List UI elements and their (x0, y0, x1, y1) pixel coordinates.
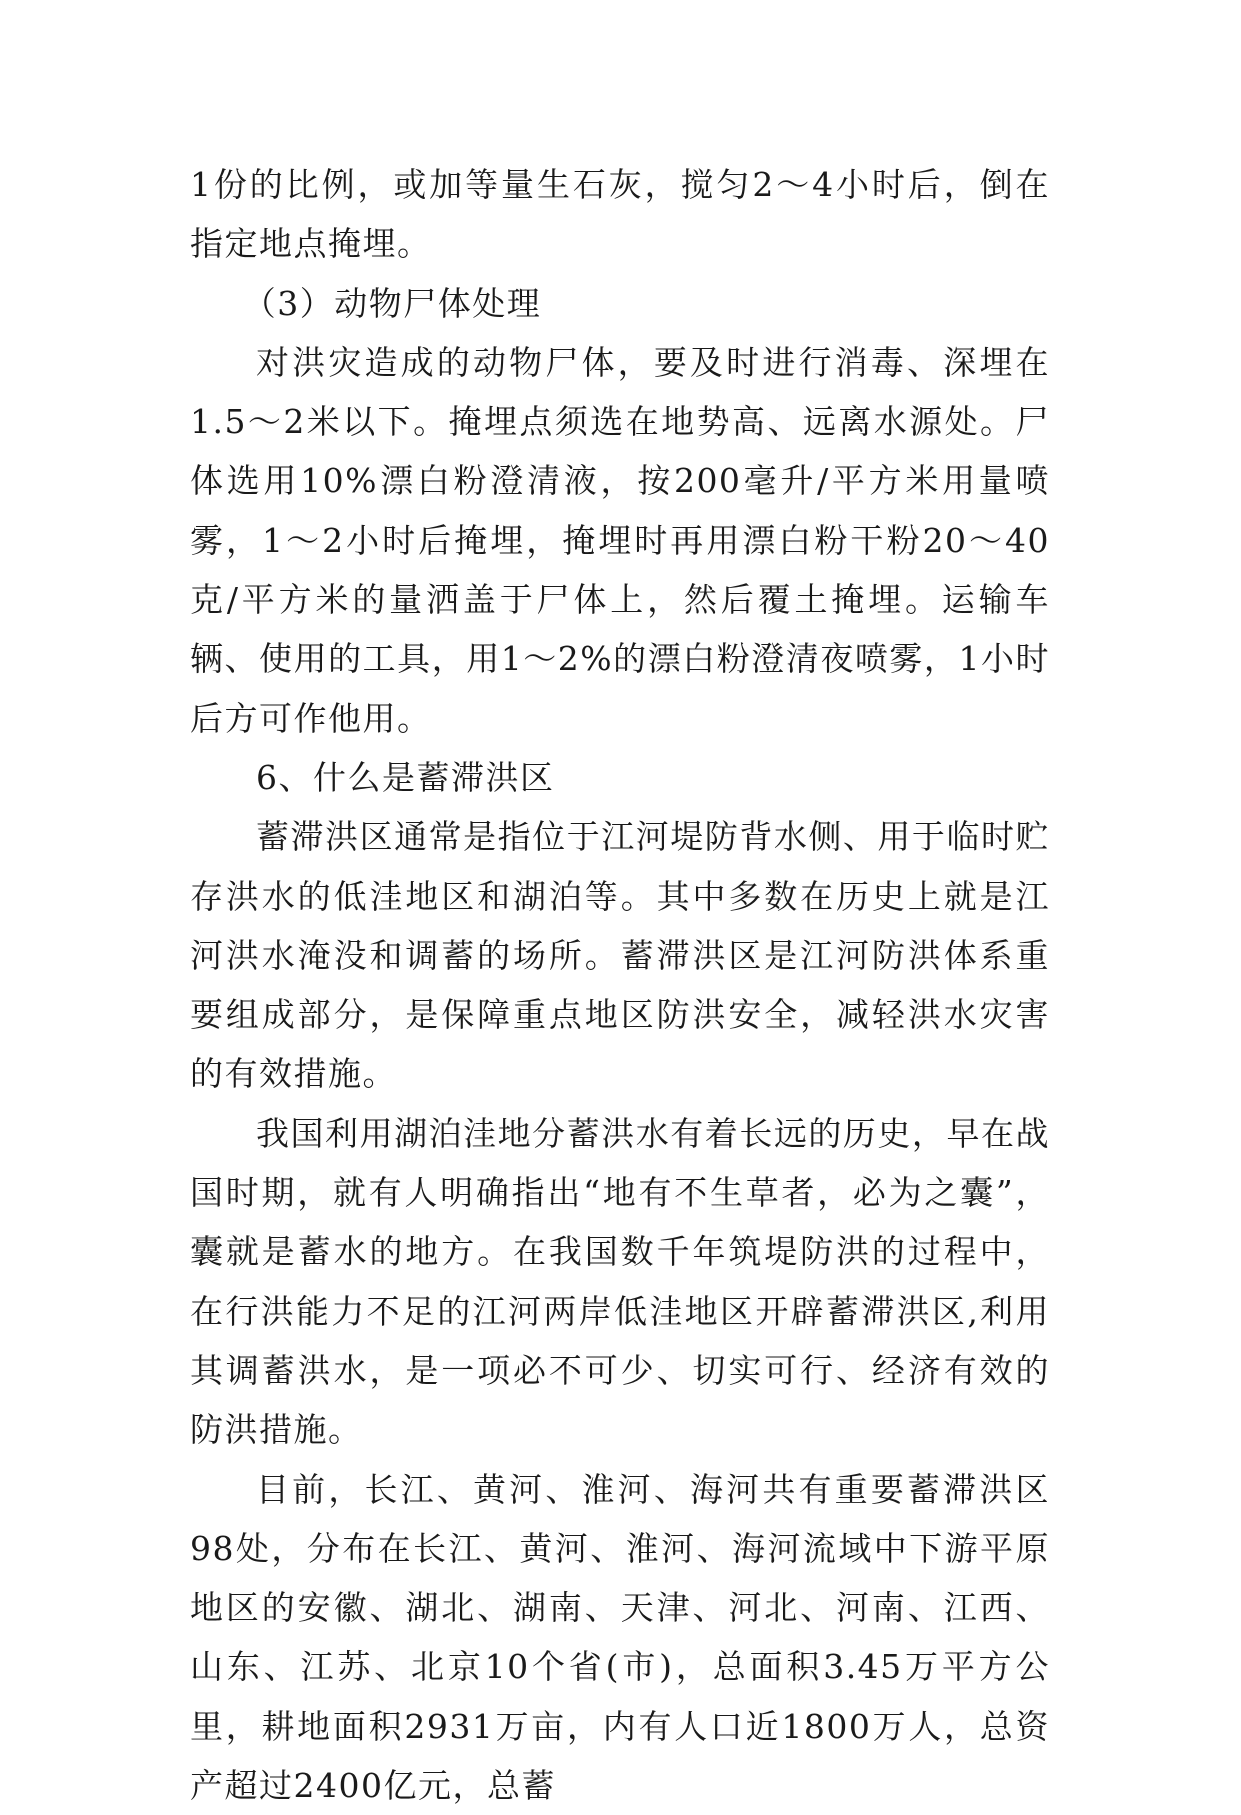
paragraph-history: 我国利用湖泊洼地分蓄洪水有着长远的历史，早在战国时期，就有人明确指出“地有不生草者，必为之囊”，囊就是蓄水的地方。在我国数千年筑堤防洪的过程中，在行洪能力不足的江河两岸低洼地区开辟蓄滞洪区,利用其调蓄洪水，是一项必不可少、切实可行、经济有效的防洪措施。 (190, 1113, 1050, 1450)
paragraph-disinfection-continued: 1份的比例，或加等量生石灰，搅匀2～4小时后，倒在指定地点掩埋。 (190, 165, 1050, 264)
document-body (190, 155, 1050, 1815)
subheading-animal-carcass: （3）动物尸体处理 (242, 283, 542, 323)
paragraph-definition: 蓄滞洪区通常是指位于江河堤防背水侧、用于临时贮存洪水的低洼地区和湖泊等。其中多数在历史上就是江河洪水淹没和调蓄的场所。蓄滞洪区是江河防洪体系重要组成部分，是保障重点地区防洪安全，减轻洪水灾害的有效措施。 (190, 817, 1050, 1094)
paragraph-statistics: 目前，长江、黄河、淮河、海河共有重要蓄滞洪区98处，分布在长江、黄河、淮河、海河流域中下游平原地区的安徽、湖北、湖南、天津、河北、河南、江西、山东、江苏、北京10个省(市)，总面积3.45万平方公里，耕地面积2931万亩，内有人口近1800万人，总资产超过2400亿元，总蓄 (190, 1469, 1050, 1806)
paragraph-animal-carcass: 对洪灾造成的动物尸体，要及时进行消毒、深埋在1.5～2米以下。掩埋点须选在地势高、远离水源处。尸体选用10%漂白粉澄清液，按200毫升/平方米用量喷雾，1～2小时后掩埋，掩埋时再用漂白粉干粉20～40克/平方米的量洒盖于尸体上，然后覆土掩埋。运输车辆、使用的工具，用1～2%的漂白粉澄清夜喷雾，1小时后方可作他用。 (190, 342, 1050, 738)
heading-flood-storage-area: 6、什么是蓄滞洪区 (256, 757, 555, 797)
